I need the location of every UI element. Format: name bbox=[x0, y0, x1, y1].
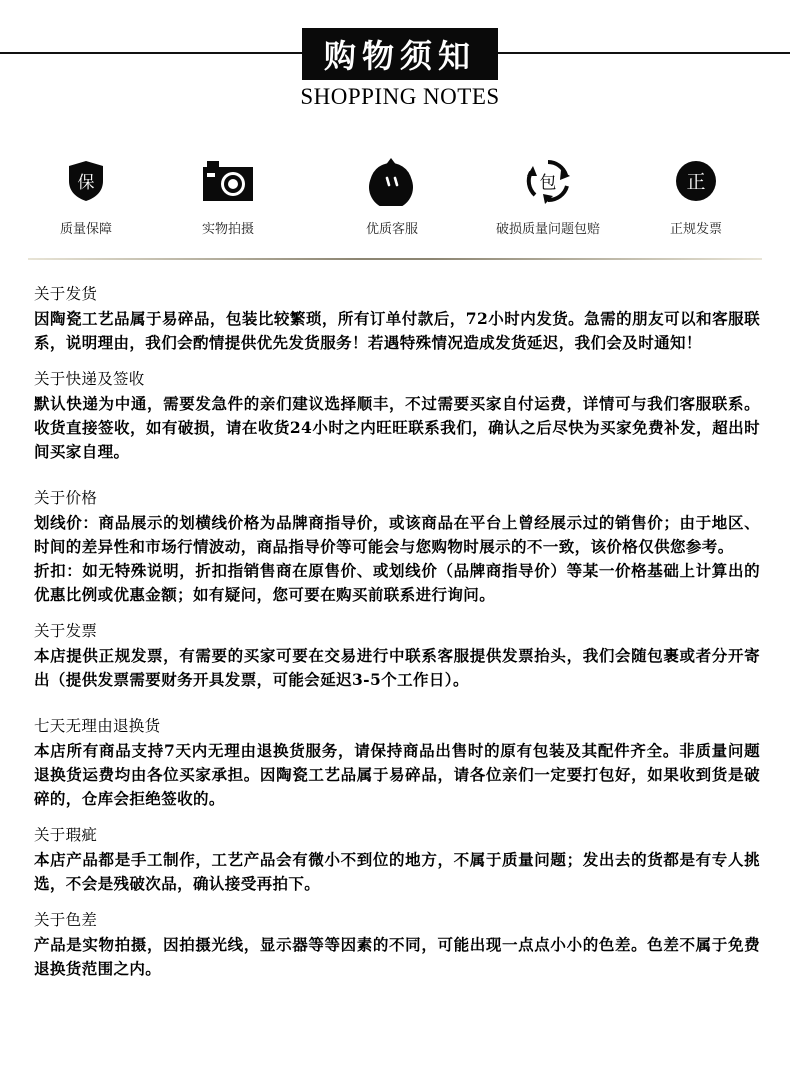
badge-real-photo bbox=[158, 156, 298, 237]
section-title: 关于发票 bbox=[34, 622, 98, 640]
badge-label: 实物拍摄 bbox=[201, 222, 254, 237]
chat-icon bbox=[322, 156, 462, 206]
section-shipping bbox=[34, 282, 760, 355]
badge-label: 优质客服 bbox=[365, 222, 418, 237]
badge-label: 破损质量问题包赔 bbox=[495, 222, 600, 237]
svg-text:包: 包 bbox=[539, 173, 557, 193]
divider bbox=[28, 258, 762, 260]
camera-icon bbox=[158, 156, 298, 206]
section-text: 产品是实物拍摄，因拍摄光线，显示器等等因素的不同，可能出现一点点小小的色差。色差不属于免费退换货范围之内。 bbox=[34, 935, 760, 978]
invoice-icon bbox=[626, 156, 766, 206]
section-title: 关于瑕疵 bbox=[34, 826, 98, 844]
svg-text:正: 正 bbox=[686, 171, 706, 193]
section-title: 关于价格 bbox=[34, 489, 98, 507]
section-text: 划线价：商品展示的划横线价格为品牌商指导价，或该商品在平台上曾经展示过的销售价；由于地区、时间的差异性和市场行情波动，商品指导价等可能会与您购物时展示的不一致，该价格仅供您参考。 bbox=[34, 513, 760, 556]
shield-icon bbox=[16, 156, 156, 206]
section-title: 七天无理由退换货 bbox=[34, 717, 161, 735]
badge-service bbox=[322, 156, 462, 237]
section-title: 关于快递及签收 bbox=[34, 370, 145, 388]
section-title: 关于色差 bbox=[34, 911, 98, 929]
section-text: 折扣：如无特殊说明，折扣指销售商在原售价、或划线价（品牌商指导价）等某一价格基础上计算出的优惠比例或优惠金额；如有疑问，您可要在购买前联系进行询问。 bbox=[34, 561, 760, 604]
section-text: 本店产品都是手工制作，工艺产品会有微小不到位的地方，不属于质量问题；发出去的货都是有专人挑选，不会是残破次品，确认接受再拍下。 bbox=[34, 850, 760, 893]
svg-text:保: 保 bbox=[77, 173, 95, 193]
section-flaws bbox=[34, 823, 760, 896]
badge-quality bbox=[16, 156, 156, 237]
notes-content bbox=[34, 282, 760, 993]
section-text: 本店所有商品支持7天内无理由退换货服务，请保持商品出售时的原有包装及其配件齐全。非质量问题退换货运费均由各位买家承担。因陶瓷工艺品属于易碎品，请各位亲们一定要打包好，如果收到货是破碎的，仓库会拒绝签收的。 bbox=[34, 741, 760, 808]
service-badges bbox=[0, 156, 790, 246]
page-subtitle: SHOPPING NOTES bbox=[300, 84, 500, 109]
section-title: 关于发货 bbox=[34, 285, 98, 303]
package-cycle-icon bbox=[478, 156, 618, 206]
badge-label: 质量保障 bbox=[59, 222, 112, 237]
section-returns bbox=[34, 714, 760, 811]
title-rule-right bbox=[498, 52, 790, 54]
section-text: 因陶瓷工艺品属于易碎品，包装比较繁琐，所有订单付款后，72小时内发货。急需的朋友可以和客服联系，说明理由，我们会酌情提供优先发货服务！若遇特殊情况造成发货延迟，我们会及时通知！ bbox=[34, 309, 760, 352]
section-color-difference bbox=[34, 908, 760, 981]
badge-damage-compensation bbox=[478, 156, 618, 237]
title-rule-left bbox=[0, 52, 302, 54]
badge-invoice bbox=[626, 156, 766, 237]
section-text: 本店提供正规发票，有需要的买家可要在交易进行中联系客服提供发票抬头，我们会随包裹或者分开寄出（提供发票需要财务开具发票，可能会延迟3-5个工作日）。 bbox=[34, 646, 760, 689]
section-price bbox=[34, 486, 760, 607]
section-invoice bbox=[34, 619, 760, 692]
section-text: 默认快递为中通，需要发急件的亲们建议选择顺丰，不过需要买家自付运费，详情可与我们客服联系。收货直接签收，如有破损，请在收货24小时之内旺旺联系我们，确认之后尽快为买家免费补发，超出时间买家自理。 bbox=[34, 394, 760, 461]
page-title: 购物须知 bbox=[302, 28, 498, 80]
section-delivery bbox=[34, 367, 760, 464]
badge-label: 正规发票 bbox=[669, 222, 722, 237]
